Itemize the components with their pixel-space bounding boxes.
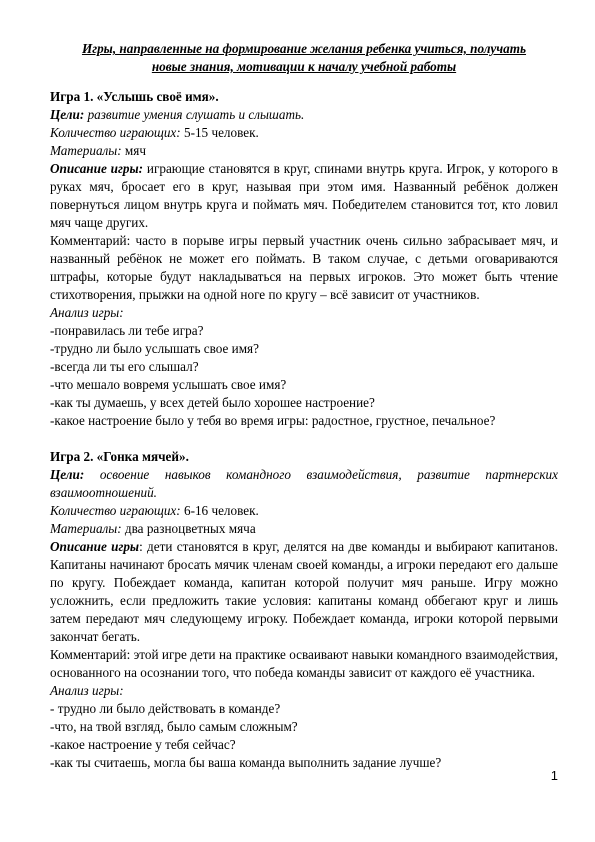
count-value: 5-15 человек. [180, 125, 259, 140]
materials-label: Материалы: [50, 143, 122, 158]
title-line-1: Игры, направленные на формирование желания ребенка учиться, получать [81, 41, 527, 56]
game-materials [50, 520, 558, 538]
list-item: -как ты думаешь, у всех детей было хорошее настроение? [50, 395, 375, 410]
count-label: Количество играющих: [50, 125, 181, 140]
list-item: -какое настроение у тебя сейчас? [50, 737, 236, 752]
goals-text: развитие умения слушать и слышать. [84, 107, 305, 122]
list-item: -всегда ли ты его слышал? [50, 359, 199, 374]
analysis-label: Анализ игры: [50, 305, 124, 320]
materials-value: мяч [121, 143, 146, 158]
materials-label: Материалы: [50, 521, 122, 536]
goals-label: Цели: [50, 467, 85, 482]
game-comment: Комментарий: часто в порыве игры первый участник очень сильно забрасывает мяч, и названный ребёнок не может его поймать. В таком случае, с детьми оговариваются штрафы, которые будут накладываться на первых игроков. Это может быть чтение стихотворения, прыжки на одной ноге по кругу – всё зависит от участников. [50, 233, 558, 302]
game-section-1 [50, 88, 558, 430]
list-item: -как ты считаешь, могла бы ваша команда выполнить задание лучше? [50, 755, 442, 770]
materials-value: два разноцветных мяча [121, 521, 256, 536]
game-materials [50, 142, 558, 160]
game-heading: Игра 1. «Услышь своё имя». [50, 89, 219, 104]
list-item: -что мешало вовремя услышать свое имя? [50, 377, 287, 392]
goals-label: Цели: [50, 107, 85, 122]
game-goals [50, 106, 558, 124]
game-comment: Комментарий: этой игре дети на практике осваивают навыки командного взаимодействия, основанного на осознании того, что победа команды зависит от каждого её участника. [50, 647, 558, 680]
game-player-count [50, 124, 558, 142]
list-item: - трудно ли было действовать в команде? [50, 701, 281, 716]
analysis-list [50, 322, 558, 430]
document-title [50, 40, 558, 76]
game-player-count [50, 502, 558, 520]
list-item: -понравилась ли тебе игра? [50, 323, 204, 338]
count-value: 6-16 человек. [180, 503, 259, 518]
game-section-2 [50, 448, 558, 772]
game-description [50, 538, 558, 646]
document-page [50, 40, 558, 790]
analysis-label: Анализ игры: [50, 683, 124, 698]
title-line-2: новые знания, мотивации к началу учебной работы [151, 59, 457, 74]
description-text: играющие становятся в круг, спинами внутрь круга. Игрок, у которого в руках мяч, бросает его в круг, называя при этом имя. Названный ребёнок должен повернуться лицом внутрь круга и поймать мяч. Победителем становится тот, кто ловил мяч чаще других. [50, 161, 558, 230]
game-goals [50, 466, 558, 502]
description-label: Описание игры: [50, 161, 144, 176]
page-number: 1 [550, 768, 558, 783]
analysis-list [50, 700, 558, 772]
list-item: -что, на твой взгляд, было самым сложным? [50, 719, 298, 734]
list-item: -какое настроение было у тебя во время игры: радостное, грустное, печальное? [50, 413, 496, 428]
description-text: : дети становятся в круг, делятся на две команды и выбирают капитанов. Капитаны начинают бросать мячик членам своей команды, а игроки передают его дальше по кругу. Побеждает команда, капитан которой получит мяч раньше. Игру можно усложнить, если предложить такие условия: капитаны команд оббегают круг и лишь затем передают мяч следующему игроку. Побеждает команда, игроки которой первыми закончат бегать. [50, 539, 558, 644]
list-item: -трудно ли было услышать свое имя? [50, 341, 259, 356]
game-heading: Игра 2. «Гонка мячей». [50, 449, 189, 464]
count-label: Количество играющих: [50, 503, 181, 518]
game-description [50, 160, 558, 232]
description-label: Описание игры [50, 539, 140, 554]
goals-text: освоение навыков командного взаимодействия, развитие партнерских взаимоотношений. [50, 467, 558, 500]
